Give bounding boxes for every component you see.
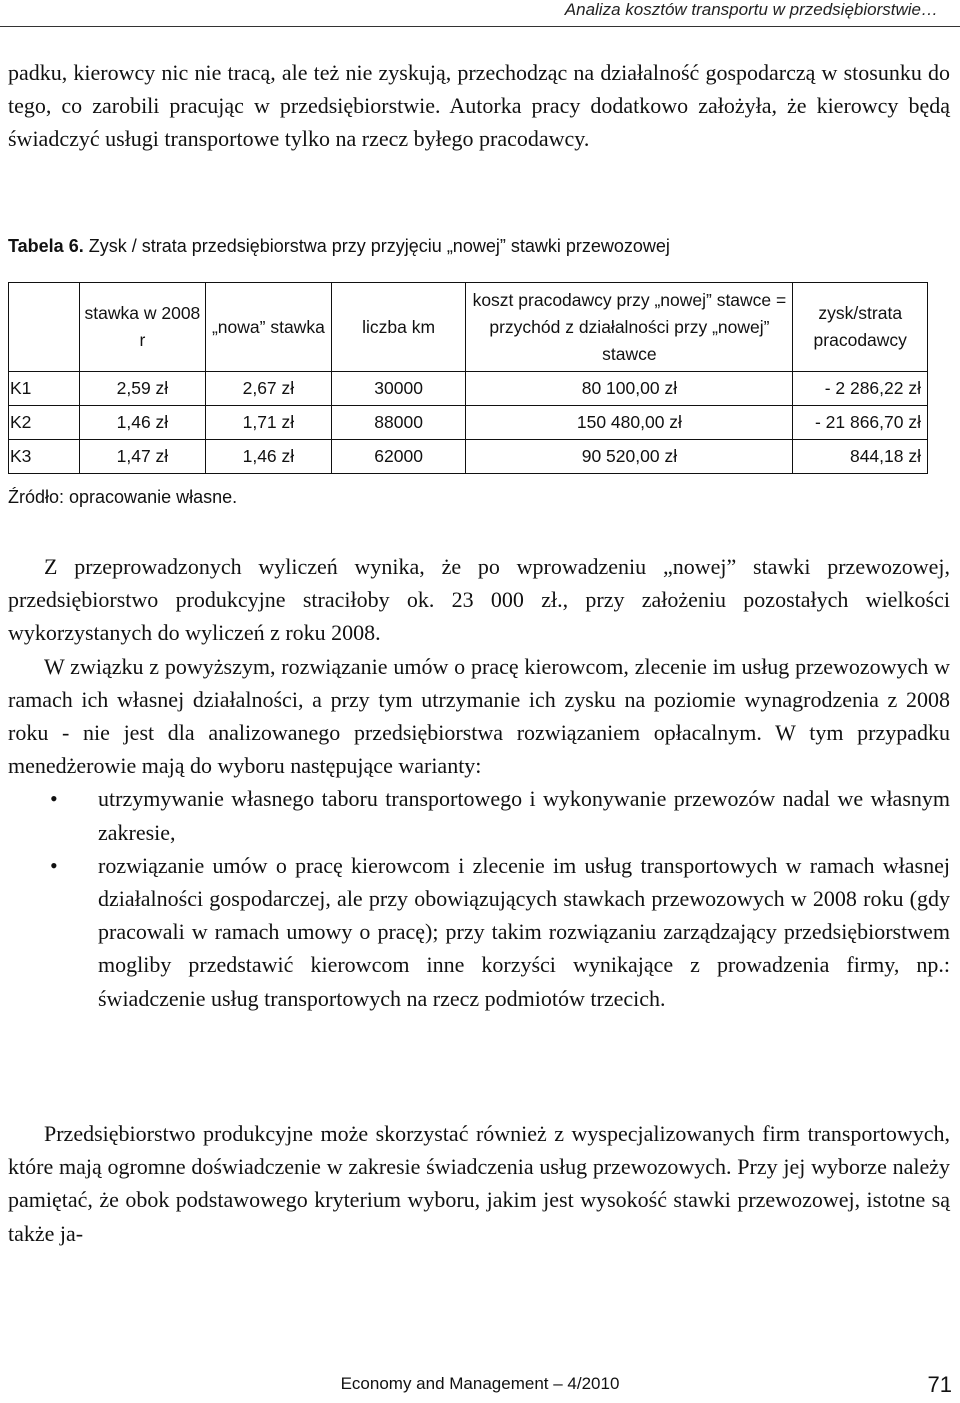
intro-section <box>8 56 950 156</box>
table-cell: 1,71 zł <box>205 406 331 440</box>
intro-paragraph: padku, kierowcy nic nie tracą, ale też nie zyskują, przechodząc na działalność gospodarczą w stosunku do tego, co zarobili pracując w przedsiębiorstwie. Autorka pracy dodatkowo założyła, że kierowcy będą świadczyć usługi transportowe tylko na rzecz byłego pracodawcy. <box>8 60 950 152</box>
list-item-text: rozwiązanie umów o pracę kierowcom i zlecenie im usług transportowych w ramach własnej działalności gospodarczej, ale przy obowiązujących stawkach przewozowych w 2008 roku (gdy pracowali w ramach umowy o pracę); przy takim rozwiązaniu zarządzający przedsiębiorstwem mogliby przedstawić kierowcom inne korzyści wynikające z prowadzenia firmy, np.: świadczenie usług transportowych na rzecz podmiotów trzecich. <box>98 852 950 1011</box>
row-label: K1 <box>9 372 80 406</box>
footer-journal: Economy and Management – 4/2010 <box>340 1374 620 1393</box>
row-label: K2 <box>9 406 80 440</box>
table-cell: 80 100,00 zł <box>466 372 793 406</box>
table-cell: 2,67 zł <box>205 372 331 406</box>
header-rule <box>0 26 960 27</box>
main-section <box>8 550 950 1015</box>
header-cell-empty <box>9 283 80 372</box>
list-item-text: utrzymywanie własnego taboru transportowego i wykonywanie przewozów nadal we własnym zakresie, <box>98 786 950 845</box>
table-cell: 2,59 zł <box>79 372 205 406</box>
table-source: Źródło: opracowanie własne. <box>8 487 238 507</box>
table-cell: 30000 <box>331 372 465 406</box>
table-cell: 90 520,00 zł <box>466 440 793 474</box>
table-cell: 1,46 zł <box>205 440 331 474</box>
header-cell-new-rate: „nowa” stawka <box>205 283 331 372</box>
header-cell-profit-loss: zysk/strata pracodawcy <box>793 283 928 372</box>
running-header: Analiza kosztów transportu w przedsiębiorstwie… <box>564 0 938 19</box>
table-caption-text: Zysk / strata przedsiębiorstwa przy przyjęciu „nowej” stawki przewozowej <box>83 236 670 256</box>
table-cell: 1,46 zł <box>79 406 205 440</box>
table-caption <box>8 236 670 257</box>
variants-list <box>8 782 950 1014</box>
table-cell: 1,47 zł <box>79 440 205 474</box>
header-cell-km: liczba km <box>331 283 465 372</box>
final-section <box>8 1117 950 1250</box>
bullet-icon: • <box>50 786 58 812</box>
table-caption-label: Tabela 6. <box>8 236 84 256</box>
table-row <box>9 372 928 406</box>
calc-paragraph: Z przeprowadzonych wyliczeń wynika, że po wprowadzeniu „nowej” stawki przewozowej, przedsiębiorstwo produkcyjne straciłoby ok. 23 000 zł., przy założeniu pozostałych wielkości wykorzystanych do wyliczeń z roku 2008. <box>8 554 950 646</box>
profit-loss-table <box>8 282 928 474</box>
table-row <box>9 406 928 440</box>
bullet-icon: • <box>50 852 58 878</box>
table-cell: 62000 <box>331 440 465 474</box>
list-item <box>8 849 950 1015</box>
table-row <box>9 440 928 474</box>
page-number: 71 <box>927 1372 952 1397</box>
final-paragraph: Przedsiębiorstwo produkcyjne może skorzystać również z wyspecjalizowanych firm transportowych, które mają ogromne doświadczenie w zakresie świadczenia usług przewozowych. Przy jej wyborze należy pamiętać, że obok podstawowego kryterium wyboru, jakim jest wysokość stawki przewozowej, istotne są także ja- <box>8 1121 950 1246</box>
header-cell-rate-2008: stawka w 2008 r <box>79 283 205 372</box>
table-cell: - 2 286,22 zł <box>793 372 928 406</box>
list-item <box>8 782 950 848</box>
conclusion-paragraph: W związku z powyższym, rozwiązanie umów o pracę kierowcom, zlecenie im usług przewozowych w ramach ich własnej działalności, a przy tym utrzymanie ich zysku na poziomie wynagrodzenia z 2008 roku - nie jest dla analizowanego przedsiębiorstwa rozwiązaniem opłacalnym. W tym przypadku menedżerowie mają do wyboru następujące warianty: <box>8 653 950 779</box>
table-cell: 88000 <box>331 406 465 440</box>
table-cell: 844,18 zł <box>793 440 928 474</box>
table-header-row <box>9 283 928 372</box>
table-cell: 150 480,00 zł <box>466 406 793 440</box>
row-label: K3 <box>9 440 80 474</box>
table-cell: - 21 866,70 zł <box>793 406 928 440</box>
header-cell-employer-cost: koszt pracodawcy przy „nowej” stawce = przychód z działalności przy „nowej” stawce <box>466 283 793 372</box>
